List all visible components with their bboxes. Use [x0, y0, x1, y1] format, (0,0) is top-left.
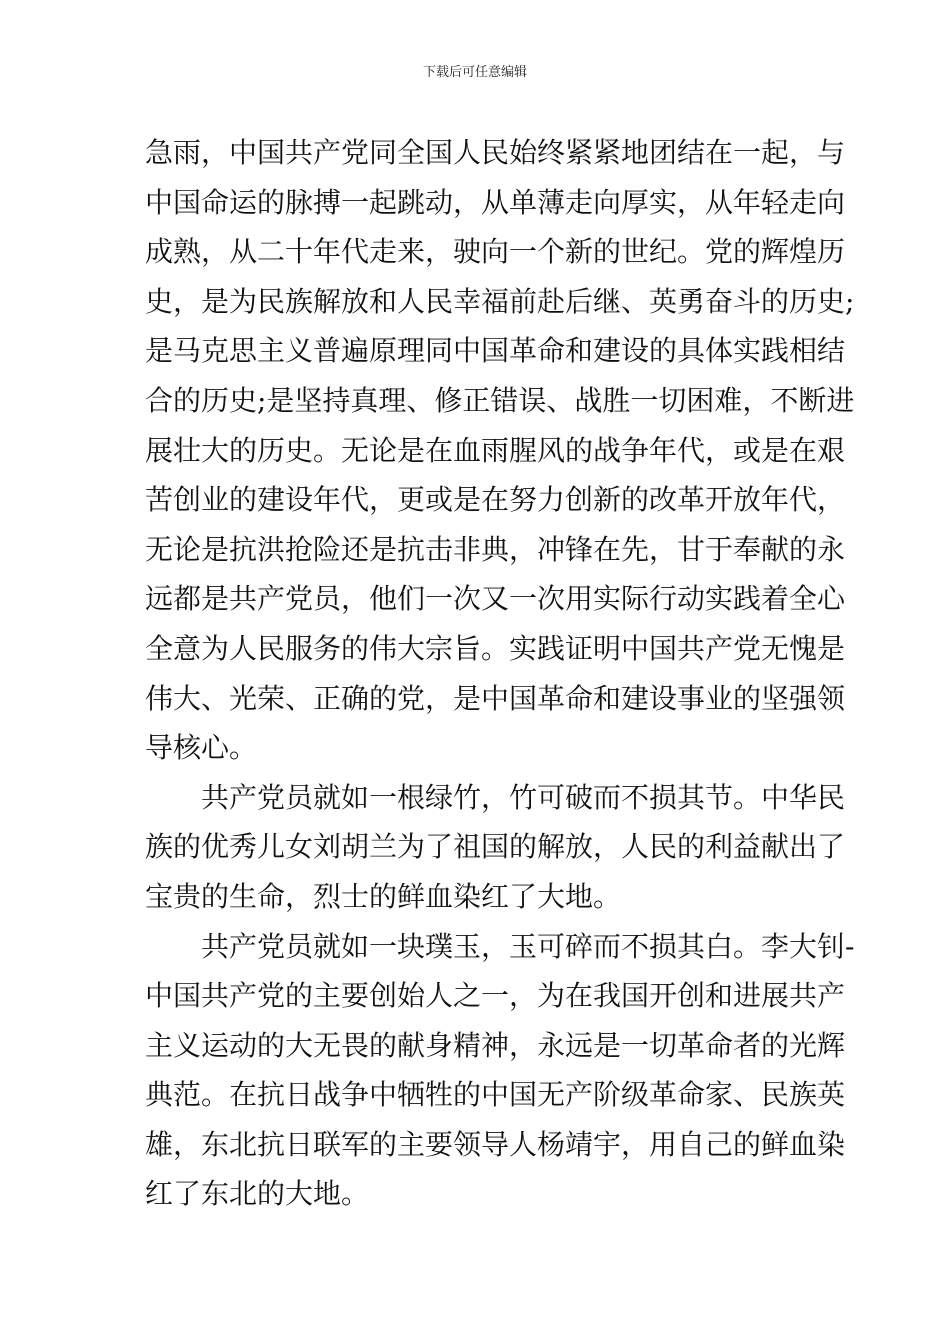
- page-header: 下载后可任意编辑: [422, 65, 527, 80]
- text-line: 远都是共产党员，他们一次又一次用实际行动实践着全心: [145, 582, 846, 616]
- text-line: 中国命运的脉搏一起跳动，从单薄走向厚实，从年轻走向: [145, 185, 846, 219]
- text-line: 急雨，中国共产党同全国人民始终紧紧地团结在一起，与: [145, 136, 846, 169]
- text-line: 宝贵的生命，烈士的鲜血染红了大地。: [145, 879, 622, 913]
- text-line: 伟大、光荣、正确的党，是中国革命和建设事业的坚强领: [145, 681, 846, 715]
- paragraph-2: [145, 773, 846, 922]
- text-line: 雄，东北抗日联军的主要领导人杨靖宇，用自己的鲜血染: [145, 1127, 846, 1161]
- text-line: 主义运动的大无畏的献身精神，永远是一切革命者的光辉: [145, 1028, 846, 1062]
- text-line: 是马克思主义普遍原理同中国革命和建设的具体实践相结: [145, 334, 846, 368]
- text-line: 全意为人民服务的伟大宗旨。实践证明中国共产党无愧是: [145, 631, 846, 665]
- text-line: 导核心。: [145, 731, 258, 765]
- text-line: 展壮大的历史。无论是在血雨腥风的战争年代，或是在艰: [145, 433, 846, 467]
- text-line: 共产党员就如一根绿竹，竹可破而不损其节。中华民: [201, 780, 846, 814]
- text-line: 族的优秀儿女刘胡兰为了祖国的解放，人民的利益献出了: [145, 830, 846, 864]
- text-line: 史，是为民族解放和人民幸福前赴后继、英勇奋斗的历史;: [145, 284, 855, 318]
- text-line: 中国共产党的主要创始人之一，为在我国开创和进展共产: [145, 979, 846, 1013]
- document-body: [145, 128, 855, 1219]
- paragraph-1: [145, 128, 855, 773]
- paragraph-3: [145, 922, 855, 1220]
- text-line: 合的历史;是坚持真理、修正错误、战胜一切困难，不断进: [145, 383, 855, 417]
- text-line: 无论是抗洪抢险还是抗击非典，冲锋在先，甘于奉献的永: [145, 532, 846, 566]
- text-line: 典范。在抗日战争中牺牲的中国无产阶级革命家、民族英: [145, 1078, 846, 1112]
- text-line: 成熟，从二十年代走来，驶向一个新的世纪。党的辉煌历: [145, 235, 846, 269]
- text-line: 红了东北的大地。: [145, 1177, 370, 1211]
- text-line: 苦创业的建设年代，更或是在努力创新的改革开放年代，: [145, 483, 846, 517]
- text-line: 共产党员就如一块璞玉，玉可碎而不损其白。李大钊-: [201, 929, 855, 963]
